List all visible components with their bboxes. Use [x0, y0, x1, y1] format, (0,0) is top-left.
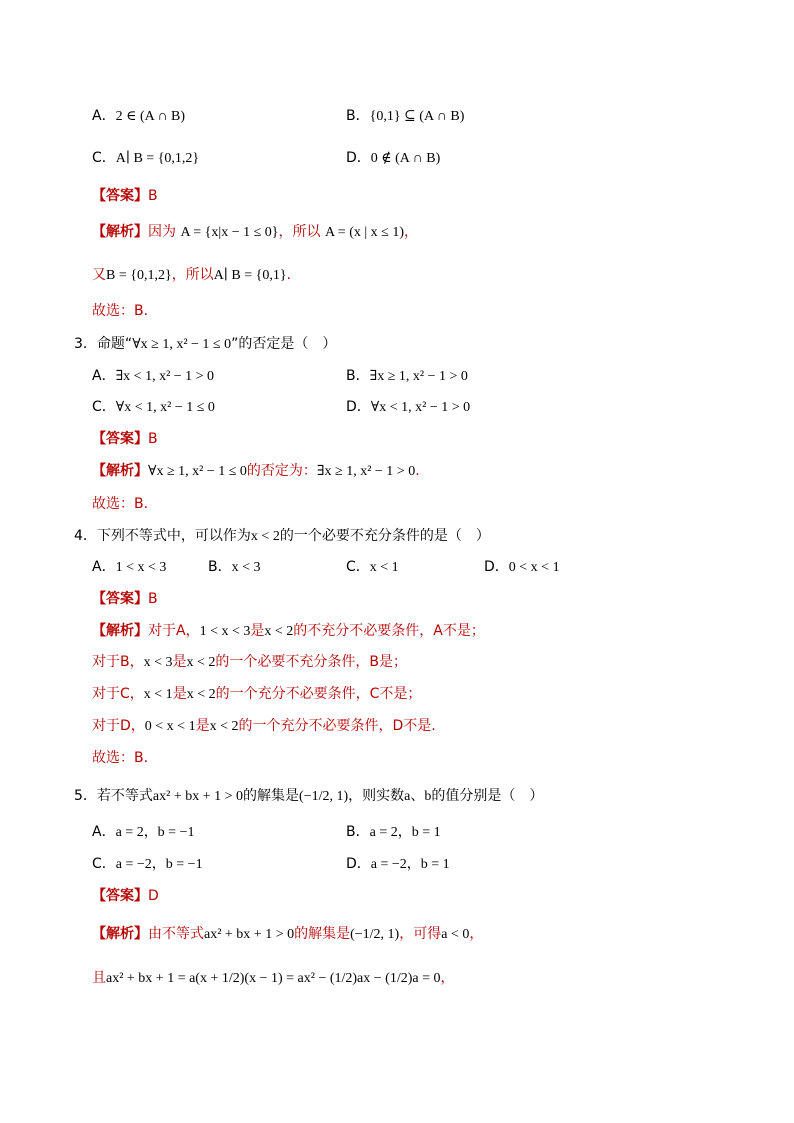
q5-stem: 5．若不等式ax² + bx + 1 > 0的解集是(−1/2, 1)，则实数a、b的值分别是（ ） — [74, 788, 544, 804]
q5-options-row-2 — [0, 852, 794, 876]
option-label: C． — [92, 150, 116, 166]
q5-options-row-1 — [0, 820, 794, 844]
q3-answer: 【答案】B — [92, 431, 158, 447]
q4-option-a: A．1 < x < 3 — [92, 559, 167, 575]
q4-conclusion: 故选：B. — [92, 750, 149, 766]
option-math: A∣ B = {0,1,2} — [115, 151, 200, 166]
q2-conclusion: 故选：B. — [92, 303, 149, 319]
q2-option-b — [346, 104, 464, 129]
q5-option-a: A．a = 2，b = −1 — [92, 824, 195, 840]
q5-analysis-line-2: 且ax² + bx + 1 = a(x + 1/2)(x − 1) = ax² − (1/2)ax − (1/2)a = 0， — [92, 970, 455, 986]
q3-option-a: A．∃x < 1, x² − 1 > 0 — [92, 368, 215, 384]
q3-options-row-2 — [0, 395, 794, 419]
q3-conclusion: 故选：B. — [92, 496, 149, 512]
q5-option-d: D．a = −2，b = 1 — [346, 856, 450, 872]
q4-analysis-line-1: 【解析】对于A，1 < x < 3是x < 2的不充分不必要条件，A不是； — [92, 623, 485, 639]
q3-options-row-1 — [0, 364, 794, 388]
q4-options-row — [0, 555, 794, 579]
q2-analysis-line-2: 又B = {0,1,2}，所以A∣ B = {0,1}. — [92, 267, 291, 283]
option-math: 2 ∈ (A ∩ B) — [115, 109, 186, 124]
q5-answer: 【答案】D — [92, 888, 159, 904]
q5-option-b: B．a = 2，b = 1 — [346, 824, 441, 840]
q2-option-c — [92, 146, 199, 171]
q4-stem: 4．下列不等式中，可以作为x < 2的一个必要不充分条件的是（ ） — [74, 528, 490, 544]
q4-analysis-line-3: 对于C，x < 1是x < 2的一个充分不必要条件，C不是； — [92, 686, 422, 702]
q3-option-d: D．∀x < 1, x² − 1 > 0 — [346, 399, 471, 415]
option-label: D． — [346, 150, 371, 166]
q2-analysis-line-1: 【解析】因为 A = {x|x − 1 ≤ 0}，所以 A = (x | x ≤ 1)， — [92, 224, 419, 240]
q4-option-b: B．x < 3 — [208, 559, 261, 575]
q2-option-d — [346, 146, 440, 171]
q5-option-c: C．a = −2，b = −1 — [92, 856, 203, 872]
q2-option-a — [92, 104, 185, 129]
option-label: A． — [92, 108, 116, 124]
option-label: B． — [346, 108, 370, 124]
option-math: {0,1} ⊆ (A ∩ B) — [369, 109, 465, 124]
q4-answer: 【答案】B — [92, 591, 158, 607]
q3-option-c: C．∀x < 1, x² − 1 ≤ 0 — [92, 399, 215, 415]
q4-analysis-line-2: 对于B，x < 3是x < 2的一个必要不充分条件，B是； — [92, 654, 408, 670]
q4-analysis-line-4: 对于D，0 < x < 1是x < 2的一个充分不必要条件，D不是. — [92, 718, 436, 734]
option-math: 0 ∉ (A ∩ B) — [370, 151, 441, 166]
q3-option-b: B．∃x ≥ 1, x² − 1 > 0 — [346, 368, 468, 384]
q2-answer: 【答案】B — [92, 188, 158, 204]
q3-stem: 3．命题“∀x ≥ 1, x² − 1 ≤ 0”的否定是（ ） — [74, 336, 337, 352]
q5-analysis-line-1: 【解析】由不等式ax² + bx + 1 > 0的解集是(−1/2, 1)，可得a < 0， — [92, 926, 484, 942]
q3-analysis: 【解析】∀x ≥ 1, x² − 1 ≤ 0的否定为：∃x ≥ 1, x² − 1 > 0. — [92, 463, 420, 479]
q4-option-d: D．0 < x < 1 — [484, 559, 560, 575]
q2-options-row-1 — [0, 104, 794, 128]
q4-option-c: C．x < 1 — [346, 559, 399, 575]
q2-options-row-2 — [0, 146, 794, 170]
